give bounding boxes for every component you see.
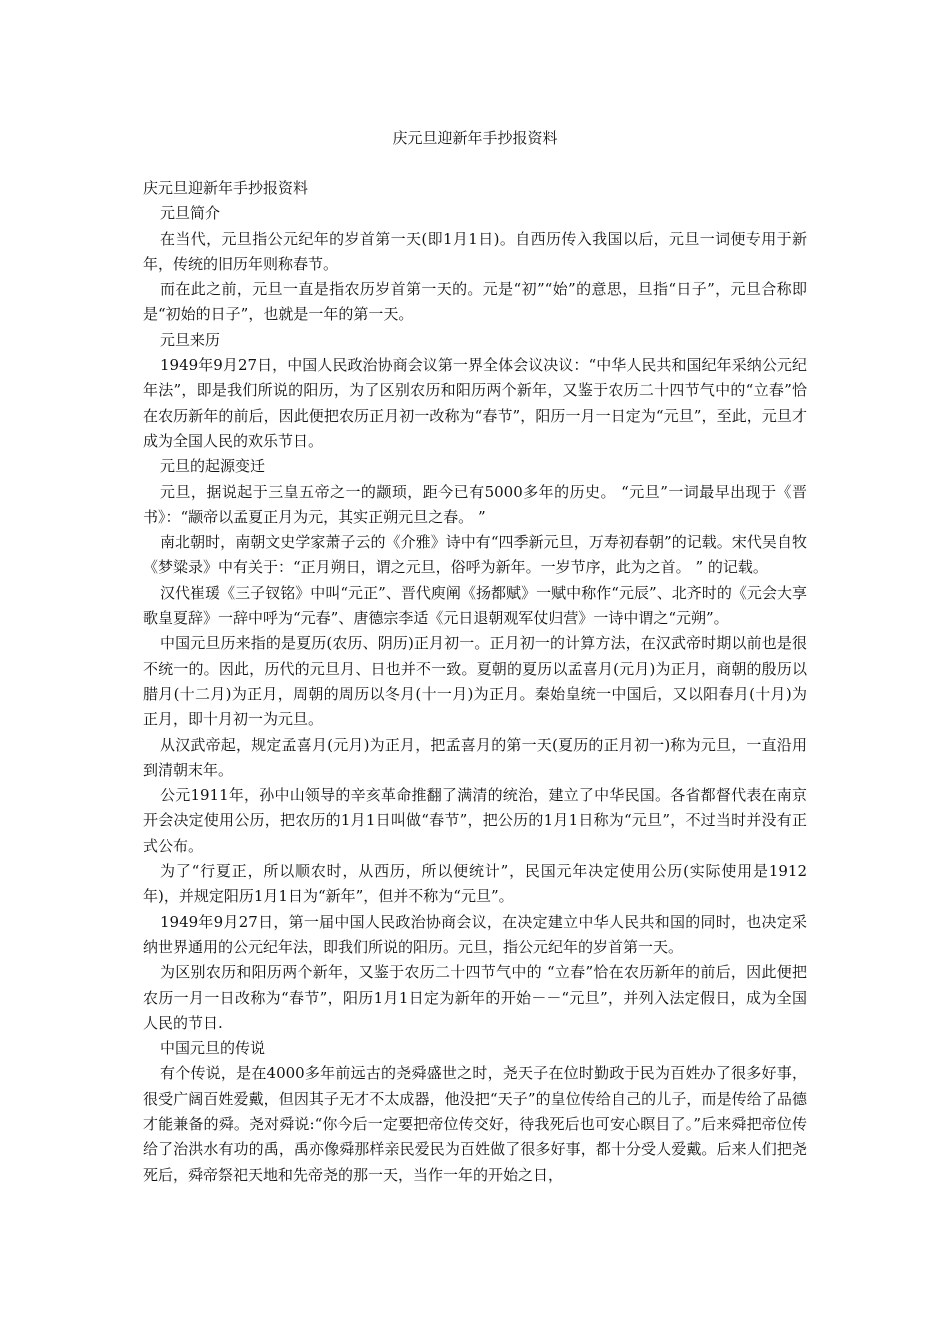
paragraph: 1949年9月27日，中国人民政治协商会议第一界全体会议决议：“中华人民共和国纪年采纳公元纪年法”，即是我们所说的阳历，为了区别农历和阳历两个新年，又鉴于农历二十四节气中的“立春”恰在农历新年的前后，因此便把农历正月初一改称为“春节”，阳历一月一日定为“元旦”，至此，元旦才成为全国人民的欢乐节日。 [143, 356, 807, 450]
paragraph: 1949年9月27日，第一届中国人民政治协商会议，在决定建立中华人民共和国的同时，也决定采纳世界通用的公元纪年法，即我们所说的阳历。元旦，指公元纪年的岁首第一天。 [143, 912, 807, 956]
section-heading-intro: 元旦简介 [160, 204, 221, 223]
section-heading-legend: 中国元旦的传说 [160, 1039, 266, 1058]
paragraph: 从汉武帝起，规定孟喜月(元月)为正月，把孟喜月的第一天(夏历的正月初一)称为元旦，一直沿用到清朝末年。 [143, 735, 807, 779]
paragraph: 南北朝时，南朝文史学家萧子云的《介雅》诗中有“四季新元旦，万寿初春朝”的记载。宋代吴自牧《梦粱录》中有关于：“正月朔日，谓之元旦，俗呼为新年。一岁节序，此为之首。 ” 的记载。 [143, 533, 807, 577]
section-heading-origin: 元旦来历 [160, 330, 221, 349]
section-heading-evolution: 元旦的起源变迁 [160, 457, 266, 476]
paragraph: 汉代崔瑗《三子钗铭》中叫“元正”、晋代庾阐《扬都赋》一赋中称作“元辰”、北齐时的《元会大享歌皇夏辞》一辞中呼为“元春”、唐德宗李适《元日退朝观军仗归营》一诗中谓之“元朔”。 [143, 583, 807, 628]
paragraph: 而在此之前，元旦一直是指农历岁首第一天的。元是“初”“始”的意思，旦指“日子”，元旦合称即是“初始的日子”，也就是一年的第一天。 [143, 280, 807, 324]
paragraph-subtitle: 庆元旦迎新年手抄报资料 [143, 179, 309, 197]
paragraph: 公元1911年，孙中山领导的辛亥革命推翻了满清的统治，建立了中华民国。各省都督代表在南京开会决定使用公历，把农历的1月1日叫做“春节”，把公历的1月1日称为“元旦”，不过当时并没有正式公布。 [143, 786, 807, 855]
document-title: 庆元旦迎新年手抄报资料 [392, 129, 558, 147]
paragraph: 有个传说，是在4000多年前远古的尧舜盛世之时，尧天子在位时勤政于民为百姓办了很多好事，很受广阔百姓爱戴，但因其子无才不太成器，他没把“天子”的皇位传给自己的儿子，而是传给了品德才能兼备的舜。尧对舜说:“你今后一定要把帝位传交好，待我死后也可安心瞑目了。”后来舜把帝位传给了治洪水有功的禹，禹亦像舜那样亲民爱民为百姓做了很多好事，都十分受人爱戴。后来人们把尧死后，舜帝祭祀天地和先帝尧的那一天，当作一年的开始之日， [143, 1064, 807, 1184]
paragraph: 为了“行夏正，所以顺农时，从西历，所以便统计”，民国元年决定使用公历(实际使用是1912年)，并规定阳历1月1日为“新年”，但并不称为“元旦”。 [143, 862, 807, 906]
paragraph: 为区别农历和阳历两个新年，又鉴于农历二十四节气中的 “立春”恰在农历新年的前后，因此便把农历一月一日改称为“春节”，阳历1月1日定为新年的开始－－“元旦”，并列入法定假日，成为全国人民的节日. [143, 963, 807, 1032]
paragraph: 中国元旦历来指的是夏历(农历、阴历)正月初一。正月初一的计算方法，在汉武帝时期以前也是很不统一的。因此，历代的元旦月、日也并不一致。夏朝的夏历以孟喜月(元月)为正月，商朝的殷历以腊月(十二月)为正月，周朝的周历以冬月(十一月)为正月。秦始皇统一中国后，又以阳春月(十月)为正月，即十月初一为元旦。 [143, 634, 807, 729]
paragraph: 在当代，元旦指公元纪年的岁首第一天(即1月1日)。自西历传入我国以后，元旦一词便专用于新年，传统的旧历年则称春节。 [143, 229, 807, 273]
paragraph: 元旦，据说起于三皇五帝之一的颛顼，距今已有5000多年的历史。 “元旦”一词最早出现于《晋书》：“颛帝以孟夏正月为元，其实正朔元旦之春。 ” [143, 482, 807, 526]
document-body [143, 176, 807, 1188]
